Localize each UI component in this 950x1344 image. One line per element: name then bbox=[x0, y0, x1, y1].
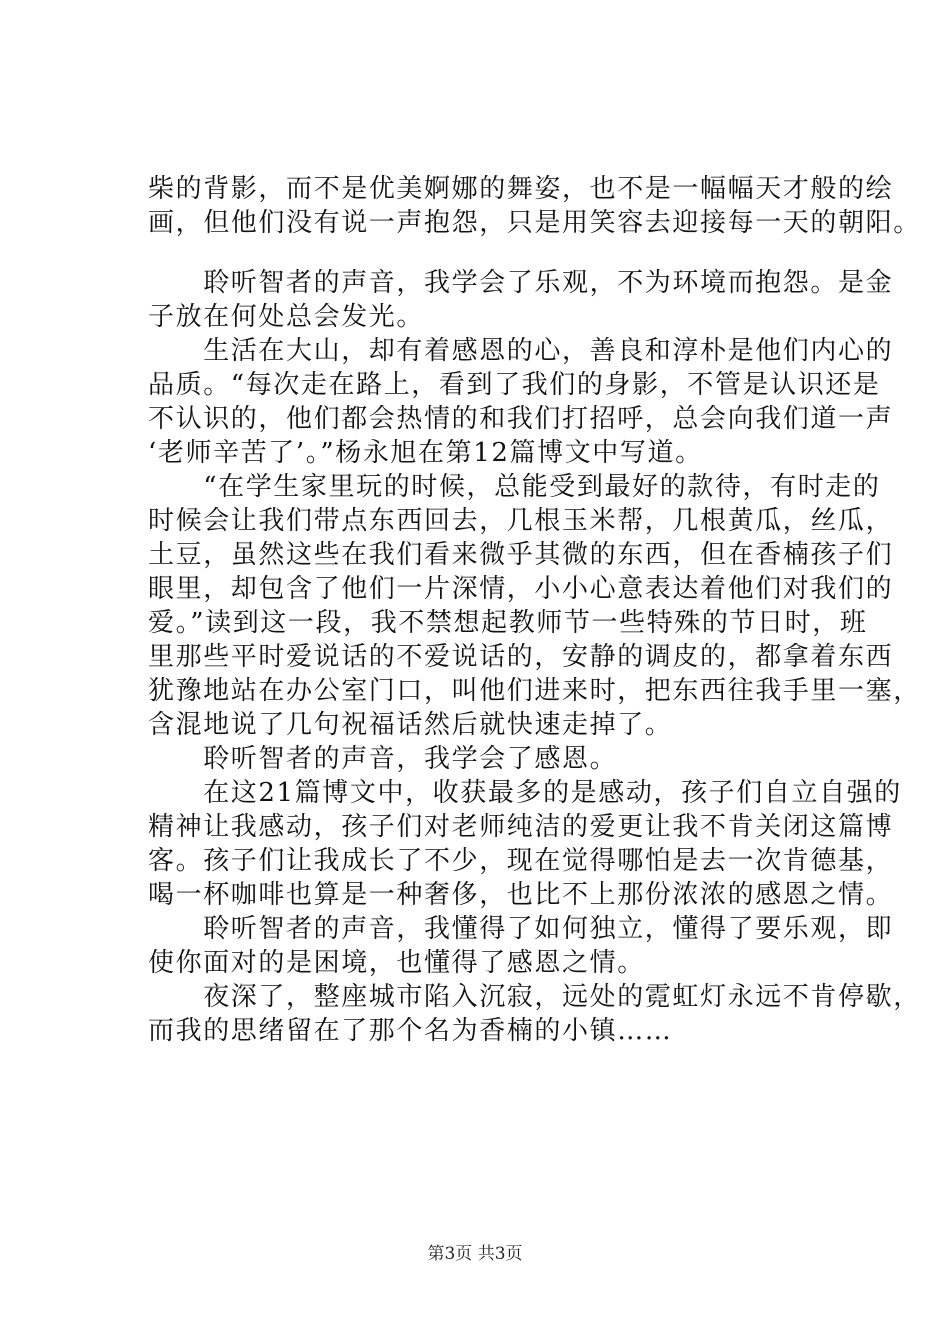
text-line: 而我的思绪留在了那个名为香楠的小镇…… bbox=[148, 1016, 673, 1046]
text-line: 使你面对的是困境，也懂得了感恩之情。 bbox=[148, 948, 645, 978]
text-line: 客。孩子们让我成长了不少，现在觉得哪怕是去一次肯德基， bbox=[148, 846, 894, 876]
text-line: 犹豫地站在办公室门口，叫他们进来时，把东西往我手里一塞， bbox=[148, 676, 921, 706]
text-line: 精神让我感动，孩子们对老师纯洁的爱更让我不肯关闭这篇博 bbox=[148, 812, 894, 842]
text-line: 含混地说了几句祝福话然后就快速走掉了。 bbox=[148, 710, 673, 740]
text-line: 生活在大山，却有着感恩的心，善良和淳朴是他们内心的 bbox=[148, 336, 894, 366]
text-line: 夜深了，整座城市陷入沉寂，远处的霓虹灯永远不肯停歇， bbox=[148, 982, 921, 1012]
text-line: “在学生家里玩的时候，总能受到最好的款待，有时走的 bbox=[148, 472, 881, 502]
text-line: 爱。”读到这一段，我不禁想起教师节一些特殊的节日时，班 bbox=[148, 608, 868, 638]
text-line: ‘老师辛苦了’。”杨永旭在第12篇博文中写道。 bbox=[148, 438, 703, 468]
text-line: 聆听智者的声音，我懂得了如何独立，懂得了要乐观，即 bbox=[148, 914, 894, 944]
text-line: 聆听智者的声音，我学会了乐观，不为环境而抱怨。是金 bbox=[148, 268, 894, 298]
text-line: 品质。“每次走在路上，看到了我们的身影，不管是认识还是 bbox=[148, 370, 881, 400]
text-line: 在这21篇博文中，收获最多的是感动，孩子们自立自强的 bbox=[148, 778, 902, 808]
text-line: 里那些平时爱说话的不爱说话的，安静的调皮的，都拿着东西 bbox=[148, 642, 894, 672]
page-number-footer: 第3页 共3页 bbox=[427, 1244, 523, 1264]
text-line: 柴的背影，而不是优美婀娜的舞姿，也不是一幅幅天才般的绘 bbox=[148, 174, 894, 204]
text-line: 时候会让我们带点东西回去，几根玉米帮，几根黄瓜，丝瓜， bbox=[148, 506, 894, 536]
text-line: 画，但他们没有说一声抱怨，只是用笑容去迎接每一天的朝阳。 bbox=[148, 208, 921, 238]
text-line: 聆听智者的声音，我学会了感恩。 bbox=[148, 744, 618, 774]
text-line: 子放在何处总会发光。 bbox=[148, 302, 425, 332]
text-line: 土豆，虽然这些在我们看来微乎其微的东西，但在香楠孩子们 bbox=[148, 540, 894, 570]
text-line: 喝一杯咖啡也算是一种奢侈，也比不上那份浓浓的感恩之情。 bbox=[148, 880, 894, 910]
text-line: 眼里，却包含了他们一片深情，小小心意表达着他们对我们的 bbox=[148, 574, 894, 604]
text-line: 不认识的，他们都会热情的和我们打招呼，总会向我们道一声 bbox=[148, 404, 894, 434]
